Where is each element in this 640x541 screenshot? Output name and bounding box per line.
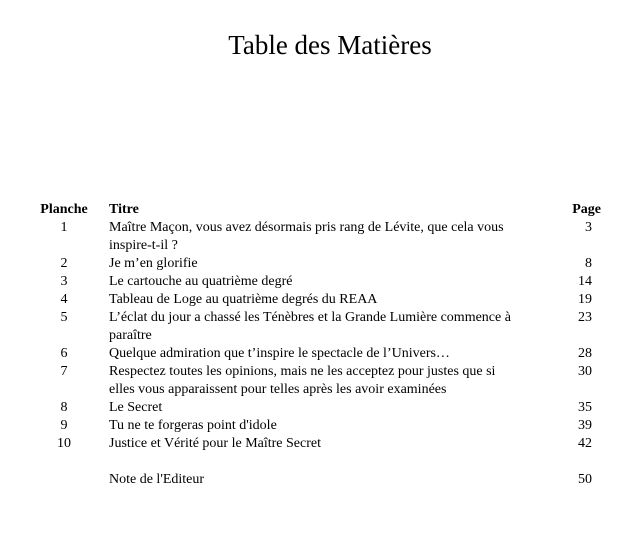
header-page: Page xyxy=(572,202,601,217)
toc-header-row xyxy=(28,201,618,219)
entry-title: Justice et Vérité pour le Maître Secret xyxy=(109,436,321,451)
entry-title: Quelque admiration que t’inspire le spectacle de l’Univers… xyxy=(109,346,450,361)
entry-page: 23 xyxy=(578,310,592,325)
toc-note-row xyxy=(28,471,618,489)
entry-title: Tableau de Loge au quatrième degrés du REAA xyxy=(109,292,378,307)
entry-number: 9 xyxy=(60,418,68,433)
toc-entry xyxy=(28,417,618,435)
toc-entry xyxy=(28,309,618,345)
entry-page: 19 xyxy=(578,292,592,307)
entry-title: L’éclat du jour a chassé les Ténèbres et la Grande Lumière commence à paraître xyxy=(109,310,511,343)
entry-title: Maître Maçon, vous avez désormais pris rang de Lévite, que cela vous inspire-t-il ? xyxy=(109,220,504,253)
page-title: Table des Matières xyxy=(228,30,432,60)
toc-entry xyxy=(28,273,618,291)
entry-number: 3 xyxy=(60,274,68,289)
toc-entry xyxy=(28,255,618,273)
entry-number: 1 xyxy=(60,220,68,235)
header-titre: Titre xyxy=(109,202,139,217)
entry-title: Le cartouche au quatrième degré xyxy=(109,274,293,289)
entry-number: 10 xyxy=(57,436,71,451)
header-planche: Planche xyxy=(40,202,88,217)
toc-entry xyxy=(28,435,618,453)
entry-title: Respectez toutes les opinions, mais ne les acceptez pour justes que si elles vous apparaissent pour telles après les avoir examinées xyxy=(109,364,496,397)
entry-page: 42 xyxy=(578,436,592,451)
entry-number: 2 xyxy=(60,256,68,271)
entry-number: 8 xyxy=(60,400,68,415)
entry-number: 5 xyxy=(60,310,68,325)
table-of-contents xyxy=(28,201,618,489)
entry-page: 8 xyxy=(585,256,592,271)
toc-entry xyxy=(28,291,618,309)
entry-title: Tu ne te forgeras point d'idole xyxy=(109,418,277,433)
entry-page: 35 xyxy=(578,400,592,415)
entry-number: 6 xyxy=(60,346,68,361)
entry-number: 7 xyxy=(60,364,68,379)
entry-title: Le Secret xyxy=(109,400,163,415)
toc-entry xyxy=(28,345,618,363)
entry-page: 14 xyxy=(578,274,592,289)
note-title: Note de l'Editeur xyxy=(109,472,205,487)
note-page: 50 xyxy=(578,472,592,487)
toc-spacer xyxy=(28,453,618,471)
entry-title: Je m’en glorifie xyxy=(109,256,198,271)
toc-entry xyxy=(28,219,618,255)
entry-page: 39 xyxy=(578,418,592,433)
entry-page: 3 xyxy=(585,220,592,235)
toc-entry xyxy=(28,399,618,417)
entry-number: 4 xyxy=(60,292,68,307)
toc-entry xyxy=(28,363,618,399)
entry-page: 28 xyxy=(578,346,592,361)
entry-page: 30 xyxy=(578,364,592,379)
